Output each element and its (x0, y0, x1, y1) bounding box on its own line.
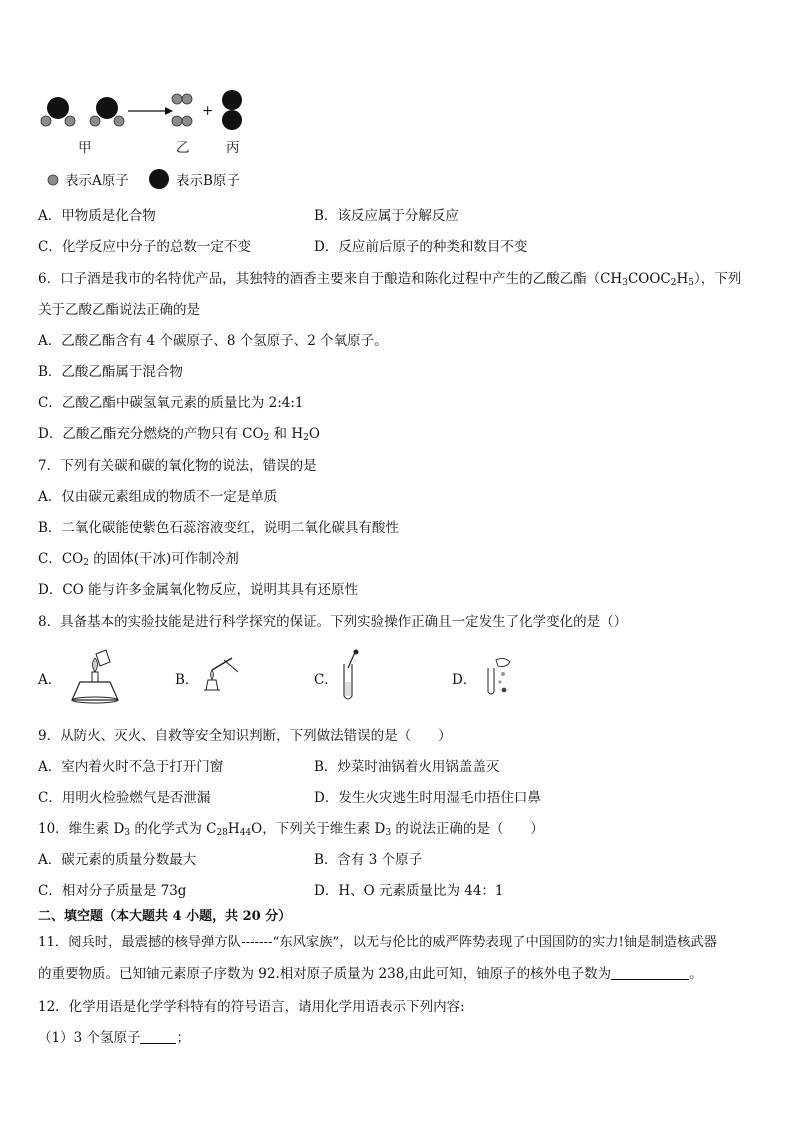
plus-sign: + (202, 103, 214, 119)
q6-option-b: B．乙酸乙酯属于混合物 (38, 364, 183, 380)
q5-option-d: D．反应前后原子的种类和数目不变 (314, 239, 528, 255)
label-bing: 丙 (226, 140, 240, 156)
dropper-heating-icon (194, 652, 244, 696)
molecule-yi-1 (172, 94, 192, 104)
q7-stem: 7．下列有关碳和碳的氧化物的说法，错误的是 (38, 458, 317, 474)
q7-option-a: A．仅由碳元素组成的物质不一定是单质 (38, 489, 278, 505)
q10-stem: 10．维生素 $D_3$ 的化学式为 $C_{28}H_{44}O$，下列关于维生素 $D_3$ 的说法正确的是（ ） (38, 821, 544, 838)
q8-stem: 8．具备基本的实验技能是进行科学探究的保证。下列实验操作正确且一定发生了化学变化的是（） (38, 614, 628, 630)
q10-option-c: C．相对分子质量是 73g (38, 883, 187, 899)
q12-stem: 12．化学用语是化学学科特有的符号语言，请用化学用语表示下列内容: (38, 999, 465, 1015)
legend-atom-b-label: 表示B原子 (176, 173, 240, 189)
hand-test-tube-icon (474, 652, 520, 698)
q8-option-b-label: B． (175, 672, 199, 688)
q12-sub1-answer-blank[interactable] (140, 1029, 176, 1044)
q6-stem-line1: 6．口子酒是我市的名特优产品，其独特的酒香主要来自于酿造和陈化过程中产生的乙酸乙酯$(CH_3COOC_2H_5)$，下列 (38, 271, 742, 288)
q5-option-c: C．化学反应中分子的总数一定不变 (38, 239, 251, 255)
reaction-arrow (128, 107, 173, 115)
q9-option-a: A．室内着火时不急于打开门窗 (38, 759, 224, 775)
q5-option-b: B．该反应属于分解反应 (314, 208, 459, 224)
q7-option-c: C．$CO_2$ 的固体(干冰)可作制冷剂 (38, 551, 239, 568)
q11-line2: 的重要物质。已知铀元素原子序数为 92.相对原子质量为 238,由此可知，铀原子的核外电子数为 。 (38, 966, 703, 982)
q6-option-a: A．乙酸乙酯含有 4 个碳原子、8 个氢原子、2 个氧原子。 (38, 333, 388, 349)
q9-stem: 9．从防火、灭火、自救等安全知识判断，下列做法错误的是（ ） (38, 728, 452, 744)
q10-option-a: A．碳元素的质量分数最大 (38, 852, 197, 868)
q10-option-d: D．H、O 元素质量比为 44：1 (314, 883, 504, 899)
q7-option-d: D．CO 能与许多金属氧化物反应，说明其具有还原性 (38, 582, 359, 598)
q12-sub1: （1）3 个氢原子 ； (38, 1030, 190, 1046)
reaction-diagram (30, 84, 260, 196)
test-tube-icon (336, 648, 370, 704)
q11-answer-blank[interactable] (611, 965, 689, 980)
q5-option-a: A．甲物质是化合物 (38, 208, 156, 224)
q11-line1: 11．阅兵时，最震撼的核导弹方队-------“东风家族”，以无与伦比的威严阵势表现了中国国防的实力!铀是制造核武器 (38, 935, 717, 950)
label-yi: 乙 (176, 140, 190, 156)
q8-option-c-label: C． (314, 672, 338, 688)
q9-option-d: D．发生火灾逃生时用湿毛巾捂住口鼻 (314, 790, 541, 806)
q9-option-b: B．炒菜时油锅着火用锅盖盖灭 (314, 759, 500, 775)
q6-stem-line2: 关于乙酸乙酯说法正确的是 (38, 302, 200, 318)
molecule-jia-2 (90, 97, 124, 126)
q9-option-c: C．用明火检验燃气是否泄漏 (38, 790, 211, 806)
legend-atom-b-icon (149, 169, 169, 189)
label-jia: 甲 (78, 140, 92, 156)
molecule-yi-2 (172, 116, 192, 126)
q8-option-a-label: A． (38, 672, 62, 688)
q6-option-c: C．乙酸乙酯中碳氢氧元素的质量比为 2:4:1 (38, 395, 304, 411)
q6-option-d: D．乙酸乙酯充分燃烧的产物只有 $CO_2$ 和 $H_2O$ (38, 426, 320, 443)
q8-option-d-label: D． (452, 672, 477, 688)
q10-option-b: B．含有 3 个原子 (314, 852, 423, 868)
alcohol-lamp-icon (66, 648, 124, 706)
molecule-bing (222, 90, 242, 130)
legend-atom-a-icon (48, 175, 58, 185)
section-heading-fill-in: 二、填空题（本大题共 4 小题，共 20 分） (38, 909, 292, 924)
molecule-jia-1 (41, 97, 75, 126)
legend-atom-a-label: 表示A原子 (65, 173, 129, 189)
q7-option-b: B．二氧化碳能使紫色石蕊溶液变红，说明二氧化碳具有酸性 (38, 520, 399, 536)
